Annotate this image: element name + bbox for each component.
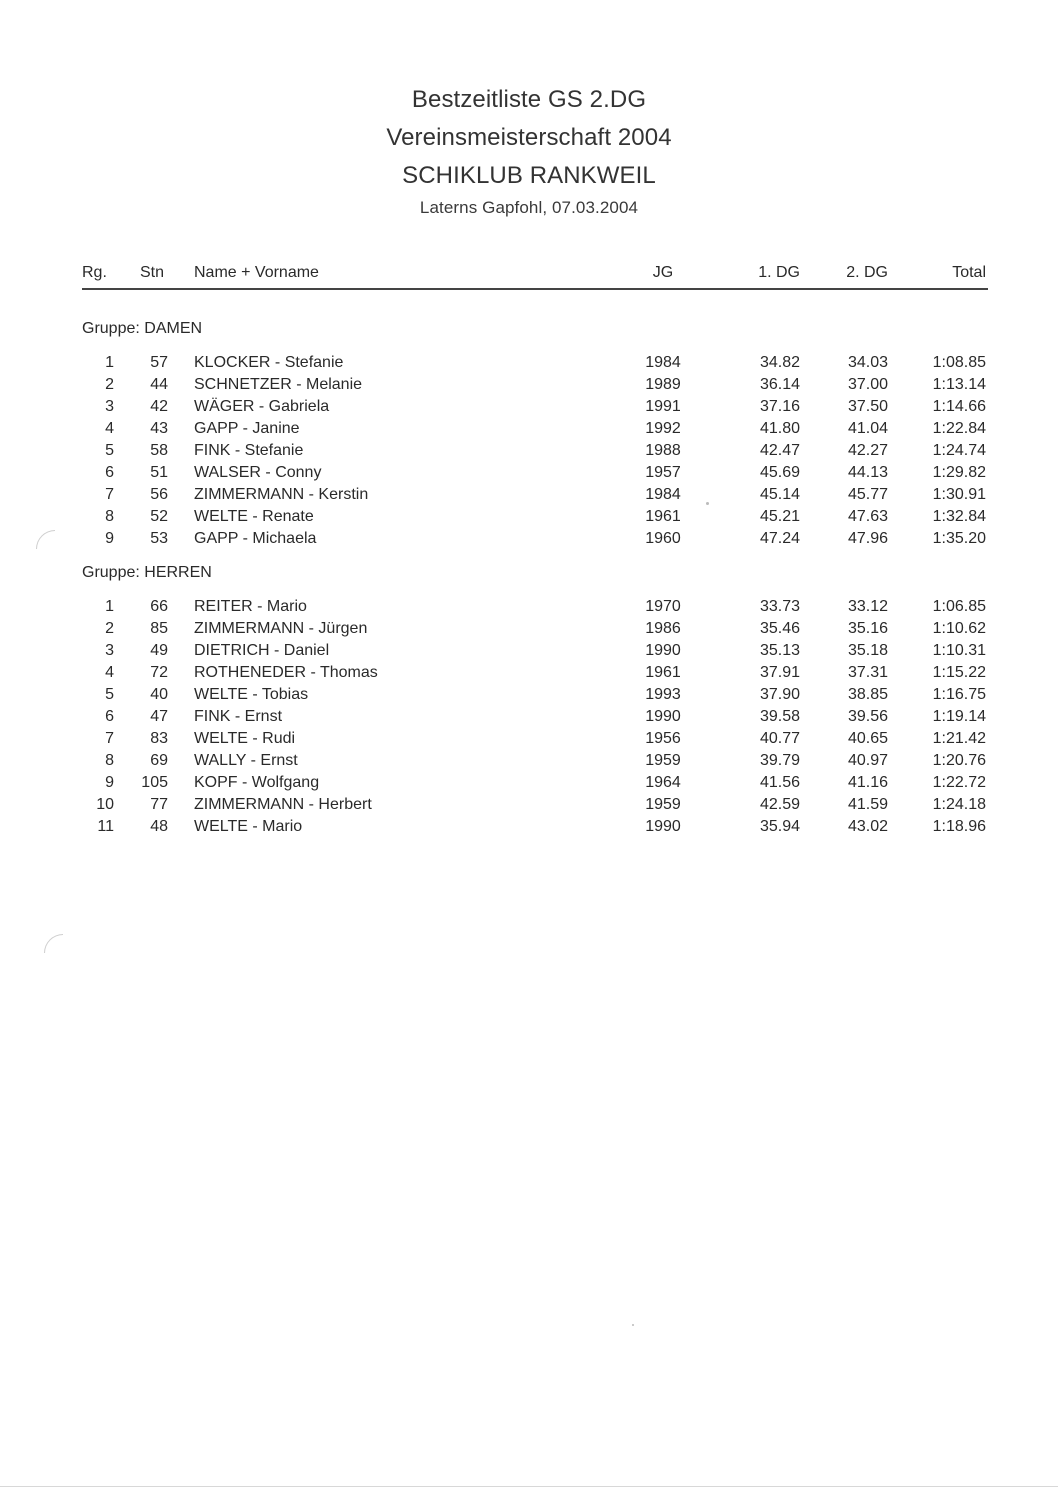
table-row: [82, 750, 988, 772]
start-number: 43: [150, 420, 168, 437]
athlete-name: ROTHENEDER - Thomas: [194, 664, 378, 681]
document-title: Bestzeitliste GS 2.DG: [411, 86, 647, 113]
athlete-name: WELTE - Mario: [194, 818, 303, 835]
start-number: 72: [150, 664, 168, 681]
punch-hole-mark: [36, 530, 55, 549]
rank: 2: [105, 376, 114, 393]
run-1-time: 40.77: [759, 730, 800, 747]
birth-year: 1964: [645, 774, 681, 791]
total-time: 1:24.74: [932, 442, 986, 459]
rank: 1: [105, 354, 114, 371]
run-1-time: 47.24: [759, 530, 800, 547]
birth-year: 1959: [645, 796, 681, 813]
birth-year: 1961: [645, 664, 681, 681]
table-row: [82, 794, 988, 816]
run-1-time: 34.82: [759, 354, 800, 371]
run-2-time: 43.02: [847, 818, 888, 835]
athlete-name: GAPP - Michaela: [194, 530, 317, 547]
table-row: [82, 352, 988, 374]
rank: 10: [96, 796, 114, 813]
athlete-name: SCHNETZER - Melanie: [194, 376, 363, 393]
birth-year: 1984: [645, 486, 681, 503]
total-time: 1:06.85: [932, 598, 986, 615]
run-1-time: 45.14: [759, 486, 800, 503]
start-number: 69: [150, 752, 168, 769]
birth-year: 1961: [645, 508, 681, 525]
start-number: 105: [141, 774, 168, 791]
start-number: 42: [150, 398, 168, 415]
total-time: 1:10.62: [932, 620, 986, 637]
rank: 7: [105, 730, 114, 747]
table-row: [82, 374, 988, 396]
punch-hole-mark: [44, 934, 63, 953]
run-1-time: 35.94: [759, 818, 800, 835]
table-row: [82, 684, 988, 706]
run-1-time: 45.69: [759, 464, 800, 481]
table-row: [82, 462, 988, 484]
birth-year: 1988: [645, 442, 681, 459]
header-run-1: 1. DG: [758, 264, 800, 281]
rank: 1: [105, 598, 114, 615]
rank: 5: [105, 686, 114, 703]
header-birth-year: JG: [652, 264, 674, 281]
group-label: Gruppe: DAMEN: [82, 320, 203, 337]
start-number: 83: [150, 730, 168, 747]
start-number: 58: [150, 442, 168, 459]
athlete-name: ZIMMERMANN - Kerstin: [194, 486, 369, 503]
run-1-time: 42.47: [759, 442, 800, 459]
total-time: 1:21.42: [932, 730, 986, 747]
athlete-name: FINK - Ernst: [194, 708, 283, 725]
total-time: 1:35.20: [932, 530, 986, 547]
group-title-damen: [82, 318, 988, 340]
birth-year: 1986: [645, 620, 681, 637]
birth-year: 1956: [645, 730, 681, 747]
group-damen-rows: [82, 352, 988, 550]
athlete-name: WELTE - Renate: [194, 508, 314, 525]
run-1-time: 35.46: [759, 620, 800, 637]
run-2-time: 37.50: [847, 398, 888, 415]
event-title: Vereinsmeisterschaft 2004: [386, 124, 672, 151]
club-name: SCHIKLUB RANKWEIL: [402, 162, 656, 189]
total-time: 1:22.72: [932, 774, 986, 791]
start-number: 52: [150, 508, 168, 525]
total-time: 1:18.96: [932, 818, 986, 835]
start-number: 85: [150, 620, 168, 637]
start-number: 53: [150, 530, 168, 547]
rank: 2: [105, 620, 114, 637]
birth-year: 1990: [645, 818, 681, 835]
table-row: [82, 728, 988, 750]
rank: 9: [105, 774, 114, 791]
start-number: 66: [150, 598, 168, 615]
birth-year: 1990: [645, 642, 681, 659]
athlete-name: WÄGER - Gabriela: [194, 398, 330, 415]
run-2-time: 41.16: [847, 774, 888, 791]
start-number: 77: [150, 796, 168, 813]
athlete-name: WALLY - Ernst: [194, 752, 298, 769]
start-number: 40: [150, 686, 168, 703]
run-2-time: 45.77: [847, 486, 888, 503]
total-time: 1:19.14: [932, 708, 986, 725]
athlete-name: GAPP - Janine: [194, 420, 300, 437]
total-time: 1:32.84: [932, 508, 986, 525]
birth-year: 1970: [645, 598, 681, 615]
table-row: [82, 418, 988, 440]
run-2-time: 38.85: [847, 686, 888, 703]
run-1-time: 35.13: [759, 642, 800, 659]
rank: 4: [105, 664, 114, 681]
run-2-time: 39.56: [847, 708, 888, 725]
birth-year: 1992: [645, 420, 681, 437]
total-time: 1:13.14: [932, 376, 986, 393]
total-time: 1:30.91: [932, 486, 986, 503]
rank: 8: [105, 508, 114, 525]
total-time: 1:20.76: [932, 752, 986, 769]
run-2-time: 41.04: [847, 420, 888, 437]
run-2-time: 42.27: [847, 442, 888, 459]
table-row: [82, 484, 988, 506]
run-1-time: 37.90: [759, 686, 800, 703]
run-2-time: 47.63: [847, 508, 888, 525]
start-number: 57: [150, 354, 168, 371]
rank: 9: [105, 530, 114, 547]
start-number: 44: [150, 376, 168, 393]
group-title-herren: [82, 562, 988, 584]
rank: 6: [105, 464, 114, 481]
athlete-name: WALSER - Conny: [194, 464, 322, 481]
run-1-time: 37.16: [759, 398, 800, 415]
group-label: Gruppe: HERREN: [82, 564, 212, 581]
location-date: Laterns Gapfohl, 07.03.2004: [419, 198, 639, 217]
table-row: [82, 618, 988, 640]
rank: 7: [105, 486, 114, 503]
run-2-time: 35.16: [847, 620, 888, 637]
athlete-name: REITER - Mario: [194, 598, 307, 615]
athlete-name: ZIMMERMANN - Jürgen: [194, 620, 368, 637]
table-row: [82, 640, 988, 662]
scan-edge: [0, 1486, 1058, 1487]
scan-speck: [632, 1324, 634, 1326]
run-2-time: 33.12: [847, 598, 888, 615]
total-time: 1:16.75: [932, 686, 986, 703]
header-name: Name + Vorname: [194, 264, 319, 281]
total-time: 1:10.31: [932, 642, 986, 659]
birth-year: 1991: [645, 398, 681, 415]
total-time: 1:24.18: [932, 796, 986, 813]
rank: 3: [105, 642, 114, 659]
run-1-time: 39.79: [759, 752, 800, 769]
athlete-name: KLOCKER - Stefanie: [194, 354, 344, 371]
table-row: [82, 596, 988, 618]
run-1-time: 33.73: [759, 598, 800, 615]
start-number: 49: [150, 642, 168, 659]
athlete-name: FINK - Stefanie: [194, 442, 304, 459]
run-2-time: 41.59: [847, 796, 888, 813]
rank: 5: [105, 442, 114, 459]
birth-year: 1957: [645, 464, 681, 481]
athlete-name: DIETRICH - Daniel: [194, 642, 330, 659]
table-row: [82, 506, 988, 528]
header-run-2: 2. DG: [846, 264, 888, 281]
run-2-time: 40.65: [847, 730, 888, 747]
scan-speck: [706, 502, 709, 505]
run-2-time: 37.00: [847, 376, 888, 393]
run-2-time: 37.31: [847, 664, 888, 681]
run-2-time: 47.96: [847, 530, 888, 547]
group-herren-rows: [82, 596, 988, 838]
rank: 8: [105, 752, 114, 769]
run-1-time: 45.21: [759, 508, 800, 525]
run-2-time: 44.13: [847, 464, 888, 481]
header-rank: Rg.: [82, 264, 107, 281]
birth-year: 1989: [645, 376, 681, 393]
total-time: 1:22.84: [932, 420, 986, 437]
start-number: 56: [150, 486, 168, 503]
results-table: [82, 262, 988, 838]
rank: 4: [105, 420, 114, 437]
table-row: [82, 772, 988, 794]
rank: 6: [105, 708, 114, 725]
run-1-time: 41.56: [759, 774, 800, 791]
birth-year: 1959: [645, 752, 681, 769]
athlete-name: WELTE - Tobias: [194, 686, 309, 703]
run-1-time: 37.91: [759, 664, 800, 681]
table-row: [82, 440, 988, 462]
total-time: 1:15.22: [932, 664, 986, 681]
start-number: 51: [150, 464, 168, 481]
athlete-name: ZIMMERMANN - Herbert: [194, 796, 372, 813]
header-start-number: Stn: [140, 264, 165, 281]
athlete-name: KOPF - Wolfgang: [194, 774, 320, 791]
start-number: 48: [150, 818, 168, 835]
rank: 11: [97, 818, 114, 835]
table-row: [82, 662, 988, 684]
total-time: 1:29.82: [932, 464, 986, 481]
birth-year: 1990: [645, 708, 681, 725]
total-time: 1:08.85: [932, 354, 986, 371]
rank: 3: [105, 398, 114, 415]
header-total: Total: [952, 264, 986, 281]
table-row: [82, 816, 988, 838]
total-time: 1:14.66: [932, 398, 986, 415]
run-1-time: 36.14: [759, 376, 800, 393]
run-2-time: 34.03: [847, 354, 888, 371]
start-number: 47: [150, 708, 168, 725]
birth-year: 1984: [645, 354, 681, 371]
athlete-name: WELTE - Rudi: [194, 730, 296, 747]
run-2-time: 35.18: [847, 642, 888, 659]
run-1-time: 39.58: [759, 708, 800, 725]
table-row: [82, 528, 988, 550]
birth-year: 1993: [645, 686, 681, 703]
table-row: [82, 706, 988, 728]
run-2-time: 40.97: [847, 752, 888, 769]
run-1-time: 42.59: [759, 796, 800, 813]
birth-year: 1960: [645, 530, 681, 547]
table-header: [82, 262, 988, 290]
run-1-time: 41.80: [759, 420, 800, 437]
table-row: [82, 396, 988, 418]
